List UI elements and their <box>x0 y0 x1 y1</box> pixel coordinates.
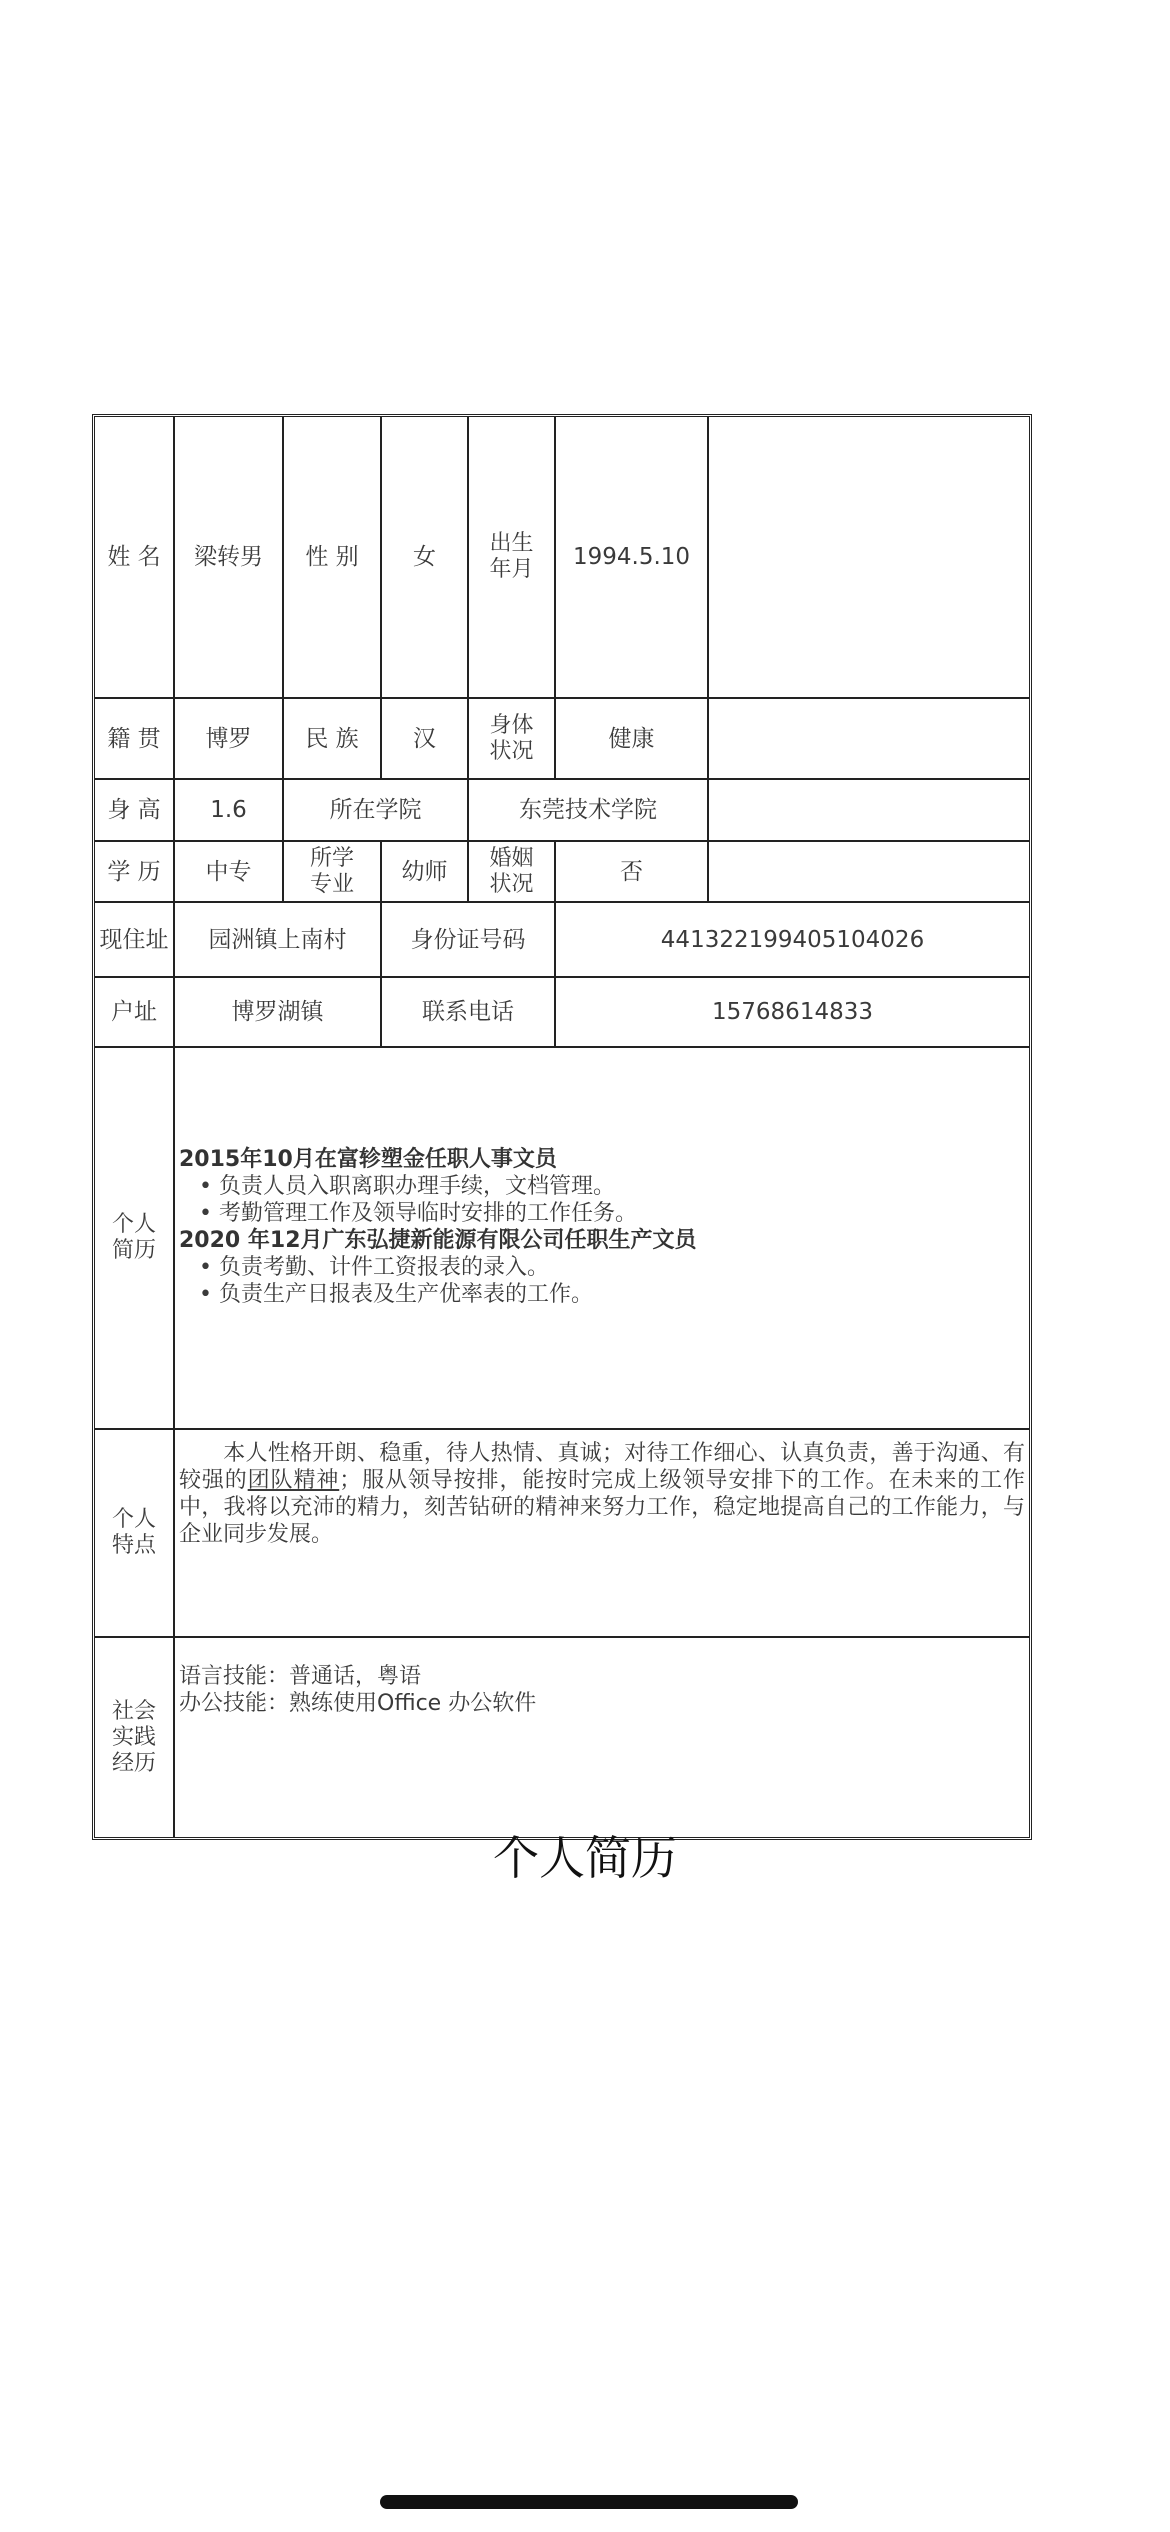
phone-label: 联系电话 <box>382 978 556 1048</box>
education-value: 中专 <box>175 842 284 903</box>
ethnicity-label: 民 族 <box>284 699 382 780</box>
gender-value: 女 <box>382 417 469 699</box>
job-duty: • 负责人员入职离职办理手续，文档管理。 <box>199 1174 615 1199</box>
social-content-cell <box>175 1638 1029 1837</box>
traits-content-cell <box>175 1430 1029 1638</box>
id-label: 身份证号码 <box>382 903 556 978</box>
school-label: 所在学院 <box>284 780 469 842</box>
marital-value: 否 <box>556 842 709 903</box>
resume-form <box>92 414 1032 1840</box>
birth-label: 出生 年月 <box>469 417 556 699</box>
id-value: 441322199405104026 <box>556 903 1029 978</box>
origin-value: 博罗 <box>175 699 284 780</box>
education-label: 学 历 <box>95 842 175 903</box>
name-value: 梁转男 <box>175 417 284 699</box>
social-label: 社会 实践 经历 <box>95 1638 175 1837</box>
photo-cell <box>709 417 1029 699</box>
major-value: 幼师 <box>382 842 469 903</box>
origin-label: 籍 贯 <box>95 699 175 780</box>
empty-cell-row4 <box>709 842 1029 903</box>
traits-content: 本人性格开朗、稳重，待人热情、真诚；对待工作细心、认真负责，善于沟通、有较强的团队精神；服从领导按排，能按时完成上级领导安排下的工作。在未来的工作中，我将以充沛的精力，刻苦钻研的精神来努力工作，稳定地提高自己的工作能力，与企业同步发展。 <box>179 1441 1025 1547</box>
ethnicity-value: 汉 <box>382 699 469 780</box>
team-spirit-text: 团队精神 <box>247 1468 340 1493</box>
job-duty: • 负责生产日报表及生产优率表的工作。 <box>199 1282 593 1307</box>
hukou-value: 博罗湖镇 <box>175 978 382 1048</box>
social-content <box>179 1663 536 1717</box>
hukou-label: 户址 <box>95 978 175 1048</box>
phone-value: 15768614833 <box>556 978 1029 1048</box>
traits-label: 个人 特点 <box>95 1430 175 1638</box>
school-value: 东莞技术学院 <box>469 780 709 842</box>
office-skills: 办公技能：熟练使用Office 办公软件 <box>179 1691 537 1716</box>
address-label: 现住址 <box>95 903 175 978</box>
address-value: 园洲镇上南村 <box>175 903 382 978</box>
job-title: 2020 年12月广东弘捷新能源有限公司任职生产文员 <box>179 1228 697 1253</box>
height-value: 1.6 <box>175 780 284 842</box>
name-label: 姓 名 <box>95 417 175 699</box>
job-duty: • 负责考勤、计件工资报表的录入。 <box>199 1255 549 1280</box>
job-duty: • 考勤管理工作及领导临时安排的工作任务。 <box>199 1201 637 1226</box>
empty-cell-row3 <box>709 780 1029 842</box>
resume-content <box>179 1146 697 1308</box>
marital-label: 婚姻 状况 <box>469 842 556 903</box>
resume-content-cell <box>175 1048 1029 1430</box>
document-title: 个人简历 <box>493 1831 677 1885</box>
gender-label: 性 别 <box>284 417 382 699</box>
birth-value: 1994.5.10 <box>556 417 709 699</box>
health-label: 身体 状况 <box>469 699 556 780</box>
major-label: 所学 专业 <box>284 842 382 903</box>
health-value: 健康 <box>556 699 709 780</box>
empty-cell-row2 <box>709 699 1029 780</box>
resume-label: 个人 简历 <box>95 1048 175 1430</box>
height-label: 身 高 <box>95 780 175 842</box>
home-indicator[interactable] <box>380 2495 798 2509</box>
job-title: 2015年10月在富轸塑金任职人事文员 <box>179 1147 557 1172</box>
language-skills: 语言技能：普通话，粤语 <box>179 1664 422 1689</box>
